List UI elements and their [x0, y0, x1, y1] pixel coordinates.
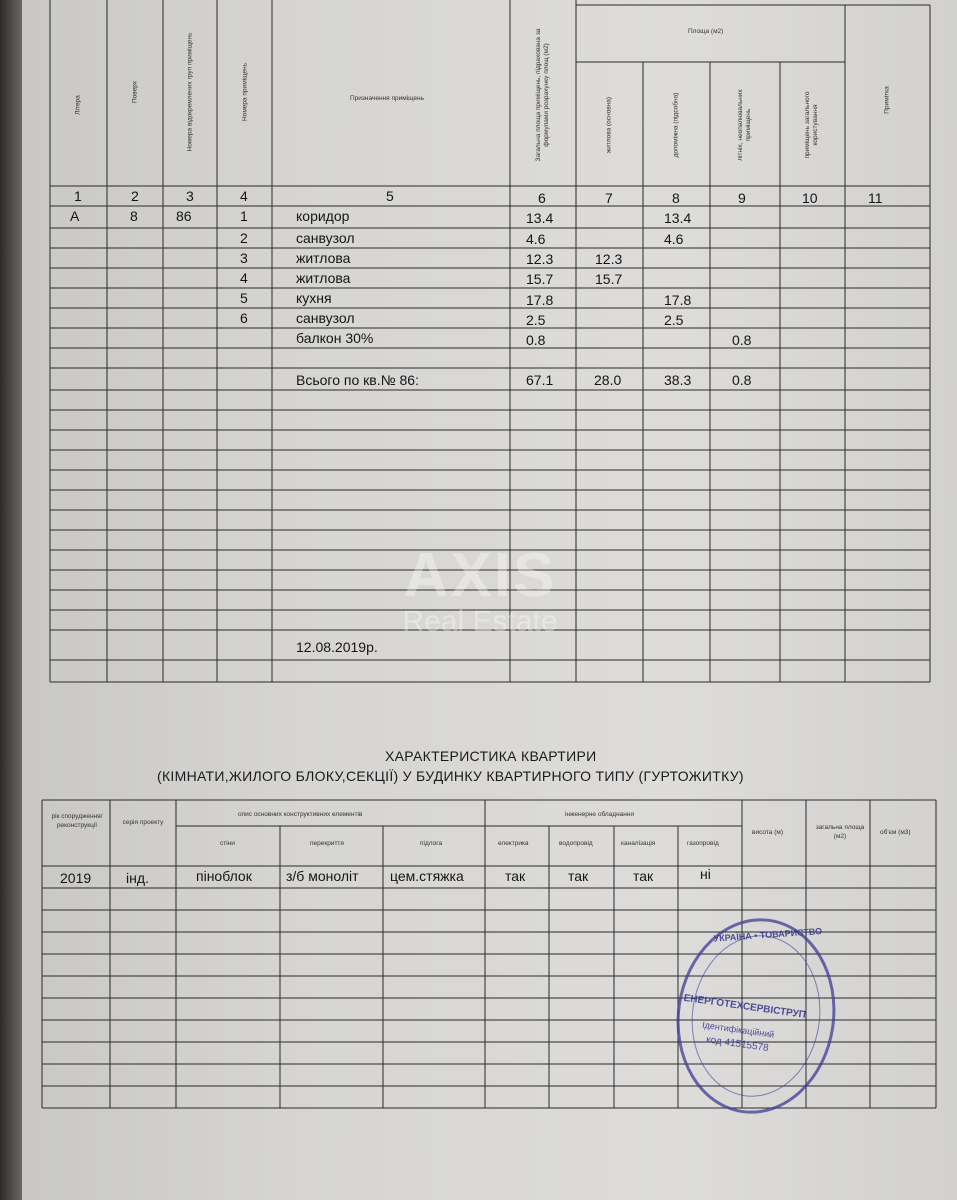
cell-room-num: 3: [240, 250, 248, 266]
cell-room-name: кухня: [296, 290, 332, 306]
watermark-brand: AXIS: [403, 541, 557, 610]
cell-total: 13.4: [526, 210, 554, 226]
cell-total: 15.7: [526, 271, 554, 287]
col-num: 1: [74, 188, 82, 204]
value-hazoprovid: ні: [700, 866, 711, 882]
document-date: 12.08.2019р.: [296, 639, 378, 655]
value-kanalizatsiia: так: [633, 868, 654, 884]
cell-kv: 86: [176, 208, 192, 224]
header-litera: Літера: [74, 95, 82, 115]
cell-room-name: житлова: [296, 250, 351, 266]
col-num: 3: [186, 188, 194, 204]
header-vysota: висота (м): [752, 829, 784, 836]
header-poverkh: Поверх: [131, 80, 139, 104]
stamp-company: ЕНЕРГОТЕХСЕРВІСТРУП: [682, 992, 807, 1021]
header-pryznachennia: Призначення приміщень: [350, 95, 425, 102]
header-inzh: інженерне обладнання: [565, 811, 634, 818]
header-kanalizatsiia: каналізація: [621, 840, 656, 847]
header-dopomizhna: допоміжна (підсобна): [672, 92, 680, 158]
header-nomer-hrup: Номера відокремлених груп приміщень: [186, 32, 194, 152]
col-num: 9: [738, 190, 746, 206]
value-perekryttia: з/б моноліт: [286, 868, 359, 884]
col-num: 10: [802, 190, 818, 206]
header-zhytlova: житлова (основна): [605, 96, 613, 154]
total-living: 28.0: [594, 372, 622, 388]
header-hazoprovid: газопровід: [687, 840, 719, 847]
col-num: 7: [605, 190, 613, 206]
header-pidloha: підлога: [420, 840, 443, 847]
col-num: 2: [131, 188, 139, 204]
cell-total: 2.5: [526, 312, 546, 328]
watermark: [380, 541, 580, 638]
stamp-ring-text: УКРАЇНА • ТОВАРИСТВО: [713, 926, 823, 944]
header-vodoprovid: водопровід: [559, 840, 593, 847]
cell-aux: 13.4: [664, 210, 692, 226]
total-area: 67.1: [526, 372, 554, 388]
characteristics-title: ХАРАКТЕРИСТИКА КВАРТИРИ: [385, 748, 597, 764]
cell-room-name: коридор: [296, 208, 350, 224]
cell-room-num: 5: [240, 290, 248, 306]
stamp-code-label: Ідентифікаційний: [701, 1019, 775, 1040]
header-obiem: об'єм (м3): [880, 829, 911, 836]
header-litni: літніх, неопалювальних приміщень: [737, 89, 752, 161]
header-zahalnoho: приміщень загального користування: [804, 91, 819, 159]
col-num: 11: [868, 190, 883, 206]
cell-total: 4.6: [526, 231, 546, 247]
stamp-inner-ring: [681, 927, 830, 1105]
characteristics-subtitle: (КІМНАТИ,ЖИЛОГО БЛОКУ,СЕКЦІЇ) У БУДИНКУ КВАРТИРНОГО ТИПУ (ГУРТОЖИТКУ): [157, 768, 744, 784]
header-ploshcha: Площа (м2): [688, 28, 724, 35]
total-label: Всього по кв.№ 86:: [296, 372, 419, 388]
cell-room-name: житлова: [296, 270, 351, 286]
cell-litera: А: [70, 208, 80, 224]
value-elektryka: так: [505, 868, 526, 884]
watermark-sub: Real Estate: [402, 605, 558, 638]
col-num: 8: [672, 190, 680, 206]
cell-room-num: 1: [240, 208, 248, 224]
value-rik: 2019: [60, 870, 92, 886]
total-summer: 0.8: [732, 372, 752, 388]
cell-room-num: 6: [240, 310, 248, 326]
cell-room-num: 2: [240, 230, 248, 246]
cell-total: 12.3: [526, 251, 554, 267]
cell-aux: 17.8: [664, 292, 692, 308]
cell-poverkh: 8: [130, 208, 138, 224]
header-elektryka: електрика: [498, 840, 529, 847]
value-pidloha: цем.стяжка: [390, 868, 464, 884]
cell-living: 12.3: [595, 251, 623, 267]
cell-room-name: санвузол: [296, 310, 355, 326]
col-num: 5: [386, 188, 394, 204]
cell-room-num: 4: [240, 270, 248, 286]
cell-total: 17.8: [526, 292, 554, 308]
cell-room-name: санвузол: [296, 230, 355, 246]
cell-summer: 0.8: [732, 332, 752, 348]
header-prymitka: Примітка: [883, 86, 891, 114]
col-num: 6: [538, 190, 546, 206]
value-seriya: інд.: [126, 870, 149, 886]
cell-aux: 4.6: [664, 231, 684, 247]
header-opys: опис основних конструктивних елементів: [238, 811, 363, 818]
header-perekryttia: перекриття: [310, 840, 344, 847]
total-aux: 38.3: [664, 372, 692, 388]
header-zahalna: Загальна площа приміщень, підрахована за формулами розрахунку площ (м2): [535, 28, 550, 162]
stamp-code: код 41515578: [705, 1034, 770, 1055]
header-zahalna-pl: загальна площа (м2): [815, 824, 865, 840]
header-nomer-prym: Номера приміщень: [241, 63, 249, 121]
col-num: 4: [240, 188, 248, 204]
value-stiny: піноблок: [196, 868, 252, 884]
cell-total: 0.8: [526, 332, 546, 348]
header-seriya: серія проекту: [122, 819, 164, 826]
header-rik: рік спорудження/ реконструкції: [51, 813, 103, 829]
cell-room-name: балкон 30%: [296, 330, 374, 346]
value-vodoprovid: так: [568, 868, 589, 884]
cell-living: 15.7: [595, 271, 623, 287]
cell-aux: 2.5: [664, 312, 684, 328]
header-stiny: стіни: [220, 840, 235, 847]
